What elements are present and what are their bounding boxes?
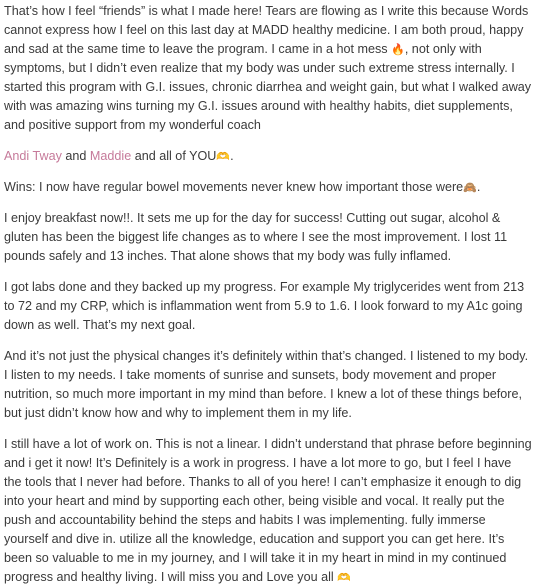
- heart-hands-icon: 🫶: [216, 150, 231, 163]
- paragraph-changes: And it’s not just the physical changes it’s definitely within that’s changed. I listened to my body. I listen to my needs. I take moments of sunrise and sunsets, body movement and proper nutrition, so much more important in my mind than before. I knew a lot of these things before, but just didn’t know how and why to implement them in my life.: [4, 349, 529, 420]
- fire-icon: 🔥: [391, 43, 405, 56]
- paragraph-breakfast: I enjoy breakfast now!!. It sets me up for the day for success! Cutting out sugar, alcohol & gluten has been the biggest life changes as to where I see the most improvement. I lost 11 pounds safely and 13 inches. That alone shows that my body was fully inflamed.: [4, 211, 508, 263]
- paragraph-closing: [4, 435, 532, 587]
- mentions-tail: and all of YOU: [131, 149, 217, 163]
- mention-maddie[interactable]: Maddie: [89, 149, 132, 163]
- intro-text: That’s how I feel “friends” is what I made here! Tears are flowing as I write this because Words cannot express how I feel on this last day at MADD healthy medicine. I am both proud, happy and sad at the same time to leave the program. I came in a hot mess: [4, 4, 529, 56]
- paragraph-wins: [4, 178, 532, 197]
- see-no-evil-monkey-icon: 🙈: [463, 181, 477, 194]
- paragraph-intro: [4, 2, 532, 135]
- closing-text: I still have a lot of work on. This is not a linear. I didn’t understand that phrase before beginning and i get it now! It’s Definitely is a work in progress. I have a lot more to go, but I feel I have the tools that I never had before. Thanks to all of you here! I can’t emphasize it enough to dig into your heart and mind by supporting each other, being visible and vocal. It really put the push and accountability behind the steps and habits I was implementing. fully immerse yourself and dive in. utilize all the knowledge, education and support you can get here. It’s been so valuable to me in my journey, and I will take it in my heart in mind in my continued progress and healthy living. I will miss you and Love you all: [4, 437, 532, 584]
- heart-hands-icon: 🫶: [337, 571, 351, 584]
- paragraph-labs: I got labs done and they backed up my progress. For example My triglycerides went from 213 to 72 and my CRP, which is inflammation went from 5.9 to 1.6. I look forward to my A1c going down as well. That’s my next goal.: [4, 280, 525, 332]
- mention-andi-tway[interactable]: Andi Tway: [4, 149, 62, 163]
- paragraph-mentions: [4, 147, 532, 166]
- wins-end: .: [476, 180, 481, 194]
- wins-text: Wins: I now have regular bowel movements never knew how important those were: [4, 180, 464, 194]
- intro-text-continued: , not only with symptoms, but I didn’t even realize that my body was under such extreme stress internally. I started this program with G.I. issues, chronic diarrhea and weight gain, but what I walked away with was amazing wins turning my G.I. issues around with healthy habits, diet supplements, and positive support from my wonderful coach: [4, 42, 532, 132]
- mentions-end: .: [230, 149, 234, 163]
- mention-connector: and: [61, 149, 90, 163]
